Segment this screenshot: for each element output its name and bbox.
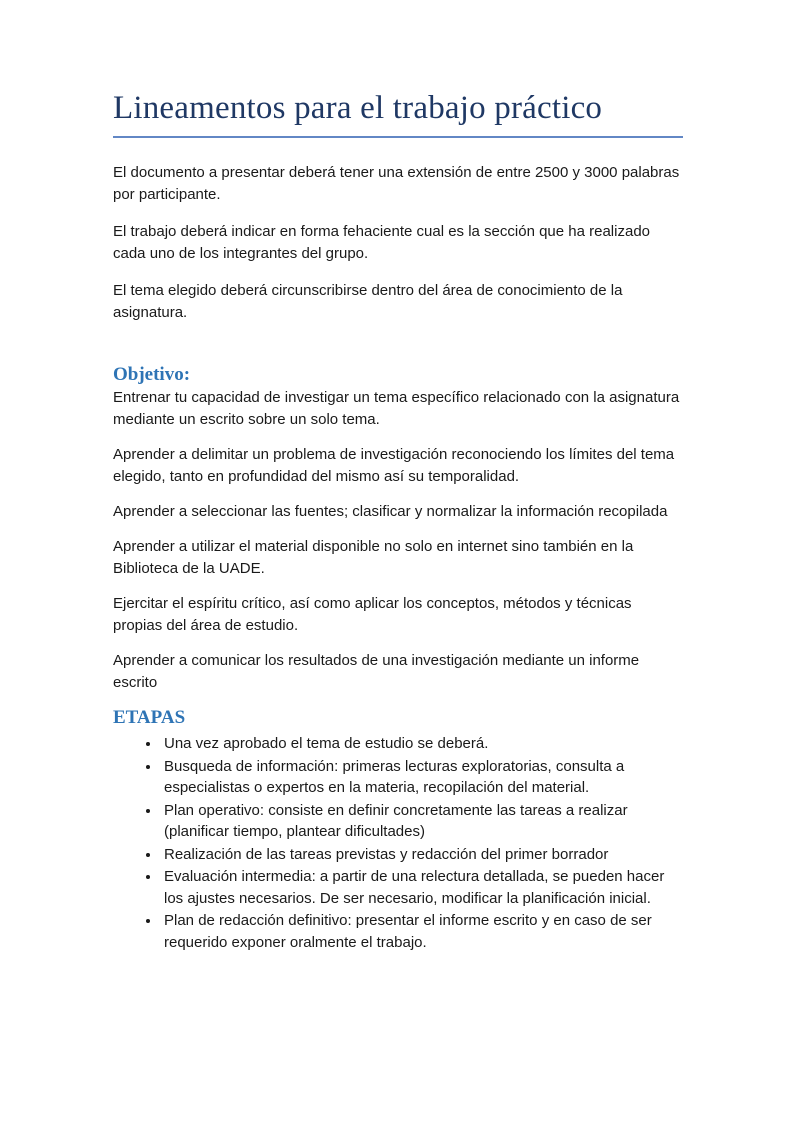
- list-item: • Realización de las tareas previstas y redacción del primer borrador: [161, 844, 683, 866]
- objetivo-paragraph-6: Aprender a comunicar los resultados de una investigación mediante un informe escrito: [113, 652, 640, 692]
- section-heading-objetivo: Objetivo:: [113, 364, 191, 386]
- list-item: • Plan de redacción definitivo: presentar el informe escrito y en caso de ser requerido exponer oralmente el trabajo.: [161, 910, 683, 953]
- intro-paragraph-2: El trabajo deberá indicar en forma fehaciente cual es la sección que ha realizado cada uno de los integrantes del grupo.: [113, 223, 650, 263]
- intro-paragraph-1: El documento a presentar deberá tener una extensión de entre 2500 y 3000 palabras por participante.: [113, 164, 680, 204]
- etapas-list: [113, 733, 683, 953]
- objetivo-paragraph-5: Ejercitar el espíritu crítico, así como aplicar los conceptos, métodos y técnicas propias del área de estudio.: [113, 595, 632, 635]
- page-title: Lineamentos para el trabajo práctico: [113, 88, 683, 138]
- list-item: • Evaluación intermedia: a partir de una relectura detallada, se pueden hacer los ajustes necesarios. De ser necesario, modificar la planificación inicial.: [161, 866, 683, 909]
- list-item: • Una vez aprobado el tema de estudio se deberá.: [161, 733, 683, 755]
- objetivo-paragraph-3: Aprender a seleccionar las fuentes; clasificar y normalizar la información recopilada: [113, 503, 668, 521]
- objetivo-paragraph-1: Entrenar tu capacidad de investigar un tema específico relacionado con la asignatura mediante un escrito sobre un solo tema.: [113, 389, 680, 429]
- objetivo-paragraph-4: Aprender a utilizar el material disponible no solo en internet sino también en la Biblioteca de la UADE.: [113, 538, 634, 578]
- list-item: • Busqueda de información: primeras lecturas exploratorias, consulta a especialistas o expertos en la materia, recopilación del material.: [161, 756, 683, 799]
- intro-paragraph-3: El tema elegido deberá circunscribirse dentro del área de conocimiento de la asignatura.: [113, 282, 623, 322]
- section-heading-etapas: ETAPAS: [113, 707, 186, 729]
- list-item: • Plan operativo: consiste en definir concretamente las tareas a realizar (planificar tiempo, plantear dificultades): [161, 800, 683, 843]
- objetivo-paragraph-2: Aprender a delimitar un problema de investigación reconociendo los límites del tema elegido, tanto en profundidad del mismo así su temporalidad.: [113, 446, 675, 486]
